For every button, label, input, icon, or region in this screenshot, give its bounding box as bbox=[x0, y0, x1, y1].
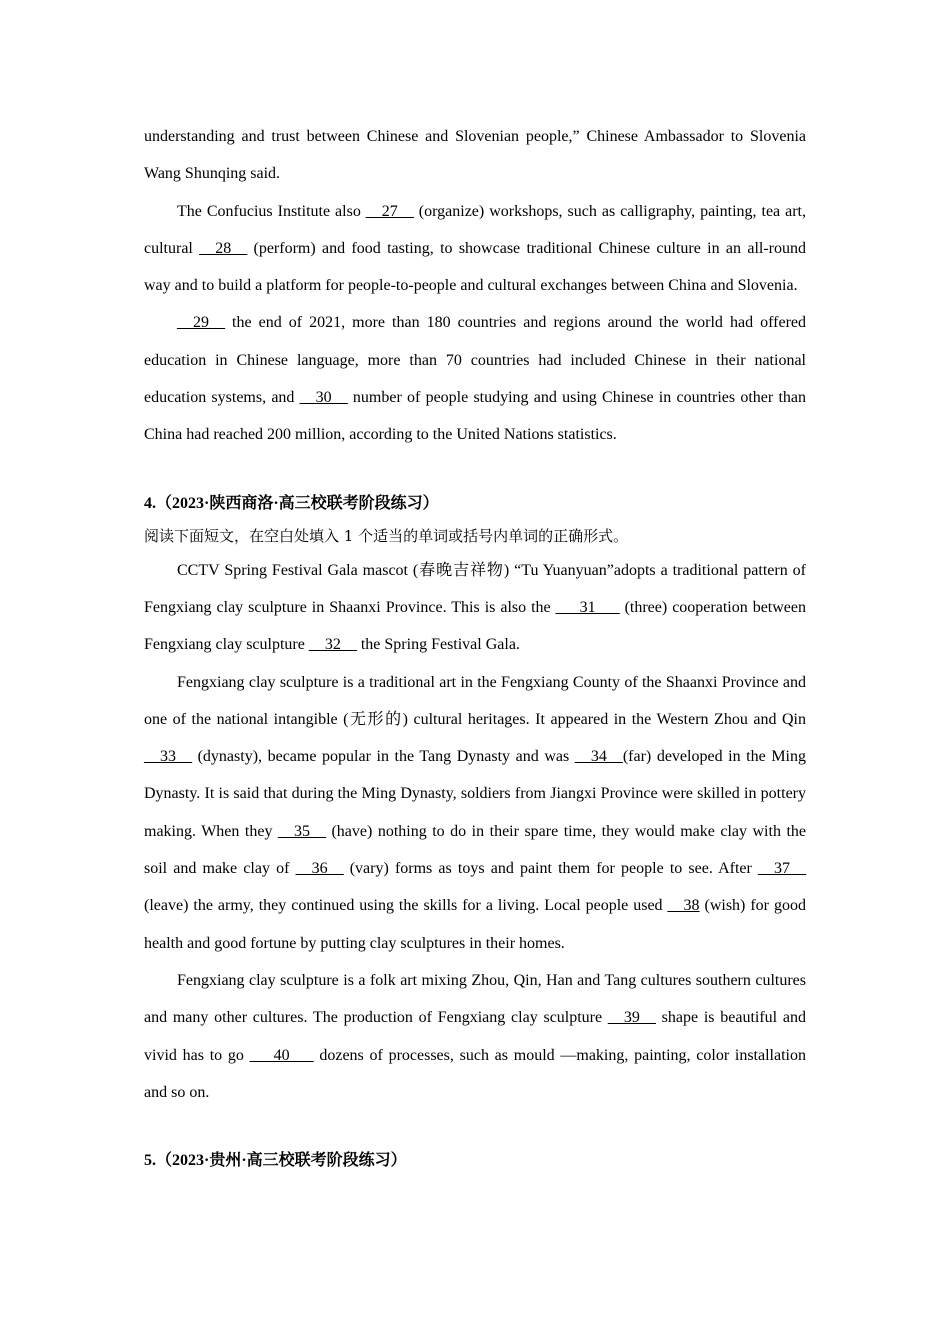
question-4-heading: 4.（2023·陕西商洛·高三校联考阶段练习） bbox=[144, 494, 439, 512]
paragraph-text: (perform) and food tasting, to showcase traditional Chinese culture in an all-round way and to build a platform for people-to-people and cultural exchanges between China and Slovenia. bbox=[144, 239, 806, 295]
question-4-instruction: 阅读下面短文，在空白处填入 1 个适当的单词或括号内单词的正确形式。 bbox=[144, 526, 629, 545]
paragraph-text: understanding and trust between Chinese and Slovenian people,” Chinese Ambassador to Slovenia Wang Shunqing said. bbox=[144, 128, 806, 183]
paragraph-text: the end of 2021, more than 180 countries and regions around the world had offered education in Chinese language, more than 70 countries had included Chinese in their national education systems, and bbox=[144, 314, 806, 407]
paragraph-text: (vary) forms as toys and paint them for people to see. After bbox=[343, 860, 759, 878]
paragraph-text: Fengxiang clay sculpture is a folk art mixing Zhou, Qin, Han and Tang cultures southern cultures and many other cultures. The production of Fengxiang clay sculpture bbox=[144, 971, 806, 1027]
paragraph-text: shape is beautiful and vivid has to go bbox=[144, 1009, 806, 1064]
paragraph-text: dozens of processes, such as mould —making, painting, color installation and so on. bbox=[144, 1046, 806, 1101]
paragraph-text: (organize) workshops, such as calligraphy, painting, tea art, cultural bbox=[144, 202, 806, 257]
paragraph-text: (dynasty), became popular in the Tang Dynasty and was bbox=[192, 748, 575, 766]
paragraph-text: (have) nothing to do in their spare time, they would make clay with the soil and make clay of bbox=[144, 822, 806, 878]
paragraph-text: (wish) for good health and good fortune by putting clay sculptures in their homes. bbox=[144, 897, 806, 952]
question-5-heading: 5.（2023·贵州·高三校联考阶段练习） bbox=[144, 1152, 407, 1170]
paragraph-2 bbox=[144, 193, 806, 305]
paragraph-5 bbox=[144, 664, 806, 962]
paragraph-text: (leave) the army, they continued using the skills for a living. Local people used bbox=[144, 897, 668, 915]
blank-29[interactable]: __29__ bbox=[177, 314, 225, 332]
blank-28[interactable]: __28__ bbox=[199, 239, 248, 257]
blank-33[interactable]: __33__ bbox=[144, 748, 192, 766]
blank-37[interactable]: __37__ bbox=[758, 860, 807, 878]
paragraph-3 bbox=[144, 304, 806, 453]
blank-34[interactable]: __34__ bbox=[574, 748, 623, 766]
paragraph-text: Fengxiang clay sculpture is a traditional art in the Fengxiang County of the Shaanxi Province and one of the national intangible (无形的) cultural heritages. It appeared in the Western Zhou and Qin bbox=[144, 673, 806, 728]
paragraph-text: CCTV Spring Festival Gala mascot (春晚吉祥物) “Tu Yuanyuan”adopts a traditional pattern of Fengxiang clay sculpture in Shaanxi Province. This is also the bbox=[144, 561, 806, 616]
blank-27[interactable]: __27__ bbox=[365, 202, 414, 220]
blank-31[interactable]: ___31___ bbox=[555, 598, 620, 616]
paragraph-text: (three) cooperation between Fengxiang clay sculpture bbox=[144, 598, 806, 654]
blank-40[interactable]: ___40___ bbox=[249, 1046, 314, 1064]
paragraph-text: number of people studying and using Chinese in countries other than China had reached 200 million, according to the United Nations statistics. bbox=[144, 389, 807, 444]
blank-36[interactable]: __36__ bbox=[295, 860, 344, 878]
blank-35[interactable]: __35__ bbox=[277, 822, 326, 840]
blank-32[interactable]: __32__ bbox=[308, 636, 357, 654]
paragraph-4 bbox=[144, 552, 806, 664]
blank-39[interactable]: __39__ bbox=[607, 1009, 656, 1027]
blank-38[interactable]: __38 bbox=[667, 897, 700, 915]
paragraph-text: (far) developed in the Ming Dynasty. It is said that during the Ming Dynasty, soldiers from Jiangxi Province were skilled in pottery making. When they bbox=[144, 748, 806, 840]
paragraph-1 bbox=[144, 118, 806, 193]
blank-30[interactable]: __30__ bbox=[299, 389, 348, 407]
paragraph-text: The Confucius Institute also bbox=[177, 202, 366, 220]
document-page bbox=[144, 118, 806, 1177]
paragraph-text: the Spring Festival Gala. bbox=[356, 636, 520, 654]
paragraph-6 bbox=[144, 962, 806, 1111]
